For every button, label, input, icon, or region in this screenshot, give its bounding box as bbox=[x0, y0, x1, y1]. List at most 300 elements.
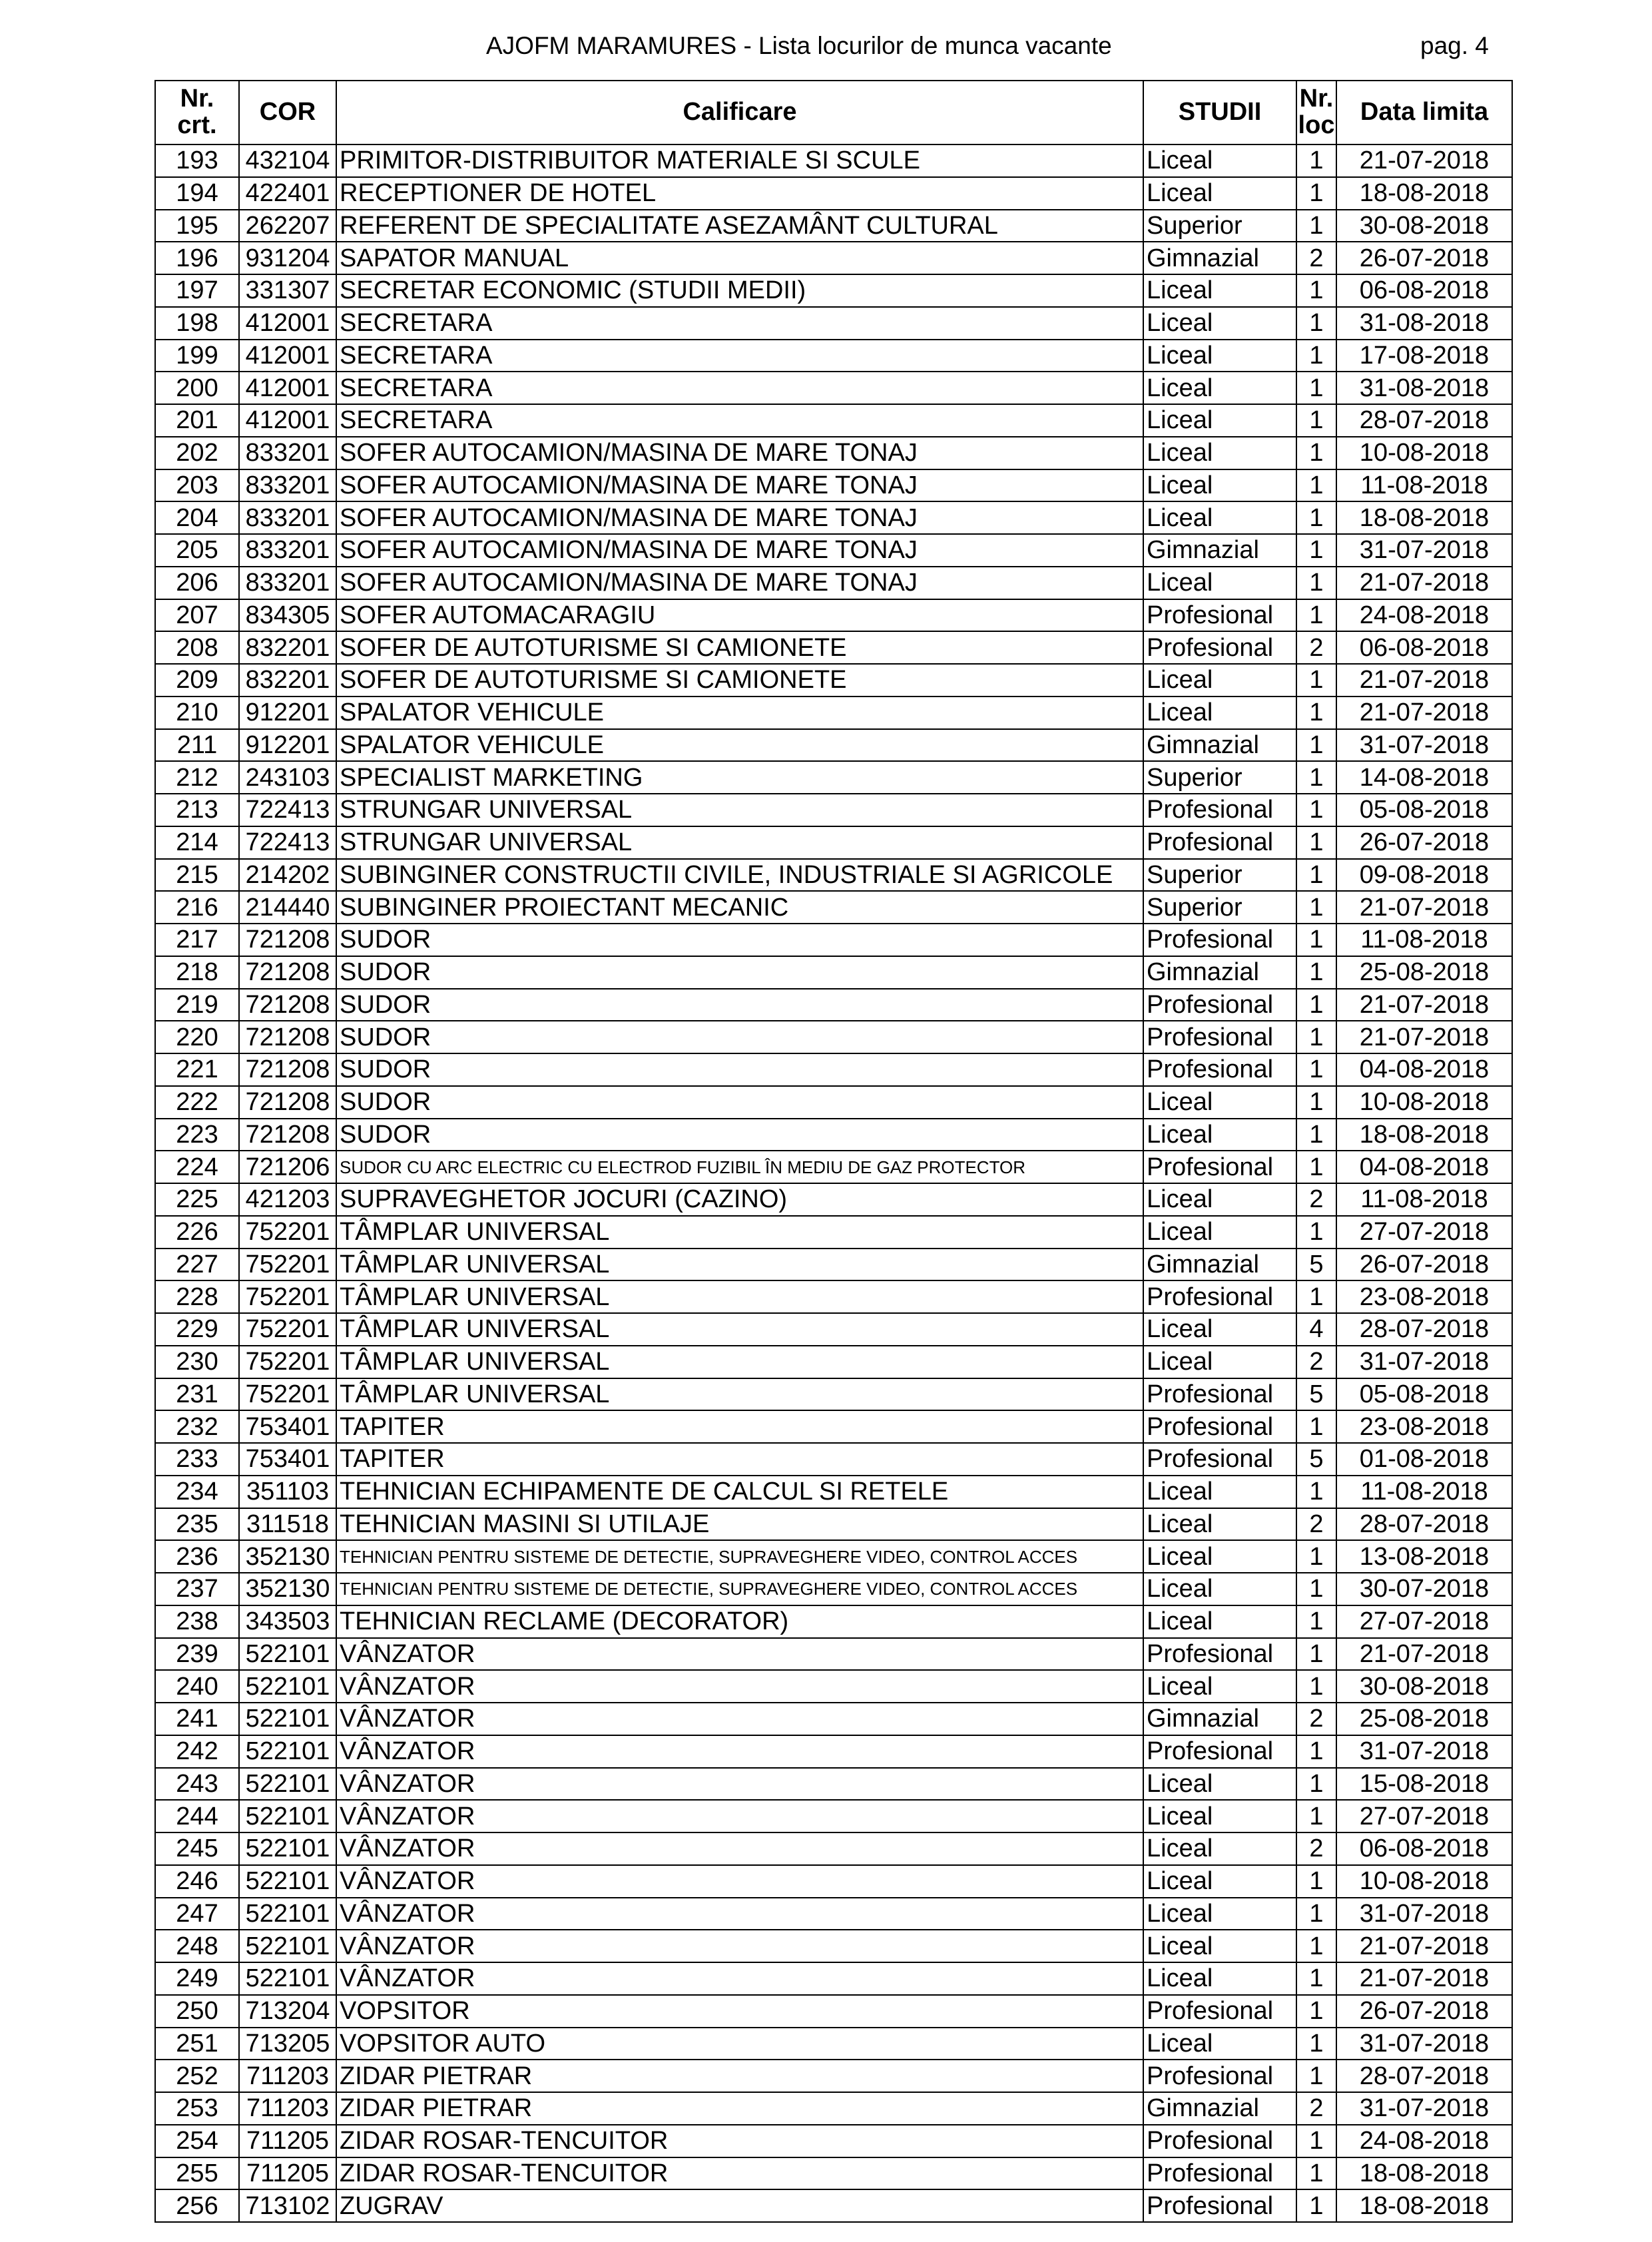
cell-data-limita: 06-08-2018 bbox=[1336, 631, 1512, 664]
table-row bbox=[155, 1151, 1512, 1183]
cell-data-limita: 04-08-2018 bbox=[1336, 1151, 1512, 1183]
cell-cor: 711203 bbox=[239, 2060, 336, 2092]
cell-data-limita: 28-07-2018 bbox=[1336, 1508, 1512, 1541]
table-body bbox=[155, 144, 1512, 2222]
cell-nr-crt: 198 bbox=[155, 307, 239, 340]
table-row bbox=[155, 1216, 1512, 1249]
cell-cor: 412001 bbox=[239, 307, 336, 340]
header-row bbox=[155, 81, 1512, 144]
cell-calificare: VÂNZATOR bbox=[336, 1735, 1143, 1768]
cell-studii: Liceal bbox=[1143, 2028, 1296, 2060]
cell-studii: Liceal bbox=[1143, 144, 1296, 177]
cell-calificare: VÂNZATOR bbox=[336, 1800, 1143, 1832]
cell-nr-crt: 232 bbox=[155, 1410, 239, 1443]
cell-studii: Gimnazial bbox=[1143, 1703, 1296, 1735]
cell-nr-crt: 247 bbox=[155, 1898, 239, 1930]
cell-data-limita: 23-08-2018 bbox=[1336, 1410, 1512, 1443]
table-row bbox=[155, 1053, 1512, 1086]
cell-nr-crt: 213 bbox=[155, 794, 239, 826]
vacancies-table bbox=[154, 80, 1513, 2223]
cell-data-limita: 31-07-2018 bbox=[1336, 1346, 1512, 1378]
cell-nr-loc: 1 bbox=[1296, 2189, 1336, 2222]
table-row bbox=[155, 2189, 1512, 2222]
cell-nr-loc: 1 bbox=[1296, 891, 1336, 924]
cell-calificare: STRUNGAR UNIVERSAL bbox=[336, 826, 1143, 859]
cell-studii: Superior bbox=[1143, 859, 1296, 892]
cell-nr-loc: 5 bbox=[1296, 1443, 1336, 1476]
cell-studii: Liceal bbox=[1143, 1216, 1296, 1249]
cell-cor: 833201 bbox=[239, 534, 336, 567]
cell-nr-loc: 1 bbox=[1296, 1605, 1336, 1638]
cell-nr-crt: 231 bbox=[155, 1378, 239, 1411]
cell-nr-loc: 1 bbox=[1296, 924, 1336, 956]
cell-calificare: SOFER AUTOCAMION/MASINA DE MARE TONAJ bbox=[336, 534, 1143, 567]
cell-nr-crt: 228 bbox=[155, 1280, 239, 1313]
cell-nr-crt: 195 bbox=[155, 210, 239, 242]
cell-studii: Liceal bbox=[1143, 1346, 1296, 1378]
cell-studii: Liceal bbox=[1143, 1865, 1296, 1898]
cell-calificare: SUDOR CU ARC ELECTRIC CU ELECTROD FUZIBIL ÎN MEDIU DE GAZ PROTECTOR bbox=[336, 1151, 1143, 1183]
cell-cor: 752201 bbox=[239, 1346, 336, 1378]
table-row bbox=[155, 1962, 1512, 1995]
table-row bbox=[155, 404, 1512, 437]
table-row bbox=[155, 1183, 1512, 1216]
cell-calificare: ZUGRAV bbox=[336, 2189, 1143, 2222]
cell-nr-crt: 202 bbox=[155, 437, 239, 469]
cell-nr-loc: 1 bbox=[1296, 1086, 1336, 1119]
table-row bbox=[155, 2092, 1512, 2125]
cell-data-limita: 14-08-2018 bbox=[1336, 761, 1512, 794]
cell-studii: Liceal bbox=[1143, 177, 1296, 210]
table-row bbox=[155, 1508, 1512, 1541]
cell-cor: 243103 bbox=[239, 761, 336, 794]
cell-nr-crt: 207 bbox=[155, 599, 239, 632]
cell-nr-crt: 233 bbox=[155, 1443, 239, 1476]
cell-nr-crt: 245 bbox=[155, 1832, 239, 1865]
cell-cor: 721208 bbox=[239, 1086, 336, 1119]
cell-calificare: ZIDAR PIETRAR bbox=[336, 2092, 1143, 2125]
cell-studii: Liceal bbox=[1143, 697, 1296, 729]
cell-cor: 722413 bbox=[239, 794, 336, 826]
cell-data-limita: 24-08-2018 bbox=[1336, 599, 1512, 632]
cell-nr-loc: 1 bbox=[1296, 1930, 1336, 1962]
cell-calificare: SPECIALIST MARKETING bbox=[336, 761, 1143, 794]
cell-studii: Superior bbox=[1143, 891, 1296, 924]
cell-nr-loc: 1 bbox=[1296, 274, 1336, 307]
cell-studii: Liceal bbox=[1143, 501, 1296, 534]
cell-nr-loc: 1 bbox=[1296, 437, 1336, 469]
cell-nr-crt: 208 bbox=[155, 631, 239, 664]
cell-nr-loc: 1 bbox=[1296, 340, 1336, 372]
cell-nr-loc: 1 bbox=[1296, 794, 1336, 826]
cell-data-limita: 10-08-2018 bbox=[1336, 437, 1512, 469]
table-row bbox=[155, 1865, 1512, 1898]
cell-cor: 833201 bbox=[239, 469, 336, 502]
cell-studii: Gimnazial bbox=[1143, 242, 1296, 274]
table-row bbox=[155, 1735, 1512, 1768]
cell-calificare: VÂNZATOR bbox=[336, 1638, 1143, 1671]
table-row bbox=[155, 469, 1512, 502]
cell-calificare: TEHNICIAN PENTRU SISTEME DE DETECTIE, SUPRAVEGHERE VIDEO, CONTROL ACCES bbox=[336, 1573, 1143, 1605]
cell-data-limita: 28-07-2018 bbox=[1336, 2060, 1512, 2092]
table-row bbox=[155, 1898, 1512, 1930]
cell-studii: Liceal bbox=[1143, 1800, 1296, 1832]
cell-calificare: TAPITER bbox=[336, 1410, 1143, 1443]
cell-cor: 753401 bbox=[239, 1410, 336, 1443]
cell-nr-loc: 1 bbox=[1296, 1540, 1336, 1573]
table-row bbox=[155, 1476, 1512, 1508]
cell-studii: Profesional bbox=[1143, 989, 1296, 1021]
cell-data-limita: 31-07-2018 bbox=[1336, 2028, 1512, 2060]
cell-calificare: TEHNICIAN RECLAME (DECORATOR) bbox=[336, 1605, 1143, 1638]
cell-nr-crt: 236 bbox=[155, 1540, 239, 1573]
cell-nr-loc: 2 bbox=[1296, 1346, 1336, 1378]
table-row bbox=[155, 794, 1512, 826]
cell-studii: Profesional bbox=[1143, 1638, 1296, 1671]
cell-nr-loc: 5 bbox=[1296, 1378, 1336, 1411]
cell-data-limita: 31-07-2018 bbox=[1336, 729, 1512, 762]
cell-calificare: TAPITER bbox=[336, 1443, 1143, 1476]
cell-calificare: ZIDAR PIETRAR bbox=[336, 2060, 1143, 2092]
cell-nr-crt: 219 bbox=[155, 989, 239, 1021]
cell-nr-crt: 222 bbox=[155, 1086, 239, 1119]
cell-studii: Liceal bbox=[1143, 1508, 1296, 1541]
cell-cor: 522101 bbox=[239, 1865, 336, 1898]
cell-data-limita: 30-08-2018 bbox=[1336, 1670, 1512, 1703]
cell-studii: Liceal bbox=[1143, 1605, 1296, 1638]
cell-cor: 351103 bbox=[239, 1476, 336, 1508]
cell-nr-loc: 2 bbox=[1296, 1508, 1336, 1541]
cell-nr-crt: 225 bbox=[155, 1183, 239, 1216]
cell-studii: Profesional bbox=[1143, 1053, 1296, 1086]
cell-nr-crt: 205 bbox=[155, 534, 239, 567]
table-row bbox=[155, 956, 1512, 989]
cell-cor: 432104 bbox=[239, 144, 336, 177]
cell-nr-loc: 1 bbox=[1296, 2157, 1336, 2190]
cell-nr-loc: 2 bbox=[1296, 1832, 1336, 1865]
cell-nr-crt: 229 bbox=[155, 1313, 239, 1346]
cell-studii: Profesional bbox=[1143, 826, 1296, 859]
header-nr-crt-line2: crt. bbox=[177, 111, 217, 139]
cell-studii: Profesional bbox=[1143, 794, 1296, 826]
cell-nr-loc: 1 bbox=[1296, 761, 1336, 794]
cell-nr-loc: 1 bbox=[1296, 501, 1336, 534]
cell-calificare: SOFER DE AUTOTURISME SI CAMIONETE bbox=[336, 631, 1143, 664]
cell-data-limita: 26-07-2018 bbox=[1336, 1249, 1512, 1281]
cell-cor: 421203 bbox=[239, 1183, 336, 1216]
cell-nr-crt: 211 bbox=[155, 729, 239, 762]
table-row bbox=[155, 144, 1512, 177]
table-row bbox=[155, 567, 1512, 599]
cell-studii: Profesional bbox=[1143, 2189, 1296, 2222]
cell-cor: 833201 bbox=[239, 501, 336, 534]
cell-calificare: SUDOR bbox=[336, 1086, 1143, 1119]
cell-nr-loc: 1 bbox=[1296, 1280, 1336, 1313]
cell-cor: 752201 bbox=[239, 1313, 336, 1346]
cell-cor: 331307 bbox=[239, 274, 336, 307]
cell-studii: Liceal bbox=[1143, 469, 1296, 502]
cell-cor: 752201 bbox=[239, 1280, 336, 1313]
cell-cor: 721208 bbox=[239, 1021, 336, 1053]
cell-data-limita: 05-08-2018 bbox=[1336, 1378, 1512, 1411]
cell-cor: 522101 bbox=[239, 1962, 336, 1995]
cell-nr-crt: 197 bbox=[155, 274, 239, 307]
cell-data-limita: 21-07-2018 bbox=[1336, 1021, 1512, 1053]
cell-nr-crt: 220 bbox=[155, 1021, 239, 1053]
cell-studii: Gimnazial bbox=[1143, 956, 1296, 989]
cell-cor: 412001 bbox=[239, 404, 336, 437]
table-row bbox=[155, 1638, 1512, 1671]
cell-studii: Gimnazial bbox=[1143, 1249, 1296, 1281]
cell-calificare: VÂNZATOR bbox=[336, 1768, 1143, 1801]
cell-nr-crt: 226 bbox=[155, 1216, 239, 1249]
cell-nr-crt: 234 bbox=[155, 1476, 239, 1508]
cell-cor: 721208 bbox=[239, 989, 336, 1021]
cell-cor: 832201 bbox=[239, 664, 336, 697]
cell-data-limita: 01-08-2018 bbox=[1336, 1443, 1512, 1476]
cell-data-limita: 21-07-2018 bbox=[1336, 144, 1512, 177]
cell-data-limita: 21-07-2018 bbox=[1336, 1638, 1512, 1671]
table-row bbox=[155, 761, 1512, 794]
cell-data-limita: 10-08-2018 bbox=[1336, 1865, 1512, 1898]
cell-calificare: SOFER DE AUTOTURISME SI CAMIONETE bbox=[336, 664, 1143, 697]
table-row bbox=[155, 340, 1512, 372]
cell-nr-crt: 218 bbox=[155, 956, 239, 989]
header-data-limita: Data limita bbox=[1336, 81, 1512, 144]
cell-cor: 352130 bbox=[239, 1573, 336, 1605]
cell-calificare: VÂNZATOR bbox=[336, 1832, 1143, 1865]
cell-cor: 912201 bbox=[239, 729, 336, 762]
table-row bbox=[155, 2028, 1512, 2060]
cell-studii: Profesional bbox=[1143, 1151, 1296, 1183]
cell-nr-crt: 209 bbox=[155, 664, 239, 697]
cell-nr-loc: 1 bbox=[1296, 859, 1336, 892]
cell-cor: 722413 bbox=[239, 826, 336, 859]
cell-studii: Profesional bbox=[1143, 599, 1296, 632]
cell-cor: 753401 bbox=[239, 1443, 336, 1476]
cell-nr-loc: 1 bbox=[1296, 1119, 1336, 1151]
cell-data-limita: 18-08-2018 bbox=[1336, 1119, 1512, 1151]
cell-nr-loc: 1 bbox=[1296, 664, 1336, 697]
cell-calificare: SECRETARA bbox=[336, 307, 1143, 340]
cell-studii: Profesional bbox=[1143, 924, 1296, 956]
table-row bbox=[155, 2157, 1512, 2190]
cell-data-limita: 31-08-2018 bbox=[1336, 307, 1512, 340]
table-row bbox=[155, 1930, 1512, 1962]
cell-nr-loc: 1 bbox=[1296, 469, 1336, 502]
cell-studii: Liceal bbox=[1143, 1898, 1296, 1930]
cell-cor: 522101 bbox=[239, 1703, 336, 1735]
cell-calificare: RECEPTIONER DE HOTEL bbox=[336, 177, 1143, 210]
cell-nr-loc: 2 bbox=[1296, 1703, 1336, 1735]
cell-studii: Liceal bbox=[1143, 1119, 1296, 1151]
cell-data-limita: 13-08-2018 bbox=[1336, 1540, 1512, 1573]
cell-nr-loc: 1 bbox=[1296, 1216, 1336, 1249]
cell-data-limita: 25-08-2018 bbox=[1336, 1703, 1512, 1735]
cell-cor: 711203 bbox=[239, 2092, 336, 2125]
cell-nr-crt: 235 bbox=[155, 1508, 239, 1541]
cell-calificare: SAPATOR MANUAL bbox=[336, 242, 1143, 274]
cell-nr-crt: 203 bbox=[155, 469, 239, 502]
cell-nr-crt: 215 bbox=[155, 859, 239, 892]
table-row bbox=[155, 891, 1512, 924]
cell-nr-loc: 1 bbox=[1296, 697, 1336, 729]
cell-cor: 713204 bbox=[239, 1995, 336, 2028]
cell-cor: 931204 bbox=[239, 242, 336, 274]
cell-data-limita: 11-08-2018 bbox=[1336, 1476, 1512, 1508]
cell-cor: 713102 bbox=[239, 2189, 336, 2222]
cell-cor: 721208 bbox=[239, 1119, 336, 1151]
cell-calificare: SECRETARA bbox=[336, 404, 1143, 437]
cell-nr-crt: 230 bbox=[155, 1346, 239, 1378]
cell-studii: Liceal bbox=[1143, 340, 1296, 372]
cell-nr-loc: 1 bbox=[1296, 1995, 1336, 2028]
cell-studii: Liceal bbox=[1143, 1573, 1296, 1605]
cell-nr-loc: 1 bbox=[1296, 534, 1336, 567]
cell-nr-crt: 227 bbox=[155, 1249, 239, 1281]
cell-calificare: TÂMPLAR UNIVERSAL bbox=[336, 1280, 1143, 1313]
table-row bbox=[155, 1605, 1512, 1638]
cell-data-limita: 26-07-2018 bbox=[1336, 242, 1512, 274]
cell-calificare: VÂNZATOR bbox=[336, 1962, 1143, 1995]
table-row bbox=[155, 1249, 1512, 1281]
cell-data-limita: 17-08-2018 bbox=[1336, 340, 1512, 372]
cell-data-limita: 31-07-2018 bbox=[1336, 534, 1512, 567]
cell-calificare: SPALATOR VEHICULE bbox=[336, 697, 1143, 729]
cell-studii: Profesional bbox=[1143, 1735, 1296, 1768]
cell-nr-loc: 1 bbox=[1296, 372, 1336, 404]
cell-studii: Liceal bbox=[1143, 664, 1296, 697]
header-cor: COR bbox=[239, 81, 336, 144]
cell-data-limita: 31-07-2018 bbox=[1336, 1898, 1512, 1930]
cell-data-limita: 18-08-2018 bbox=[1336, 501, 1512, 534]
cell-nr-crt: 239 bbox=[155, 1638, 239, 1671]
cell-cor: 833201 bbox=[239, 437, 336, 469]
cell-nr-loc: 1 bbox=[1296, 1410, 1336, 1443]
cell-nr-loc: 1 bbox=[1296, 2060, 1336, 2092]
cell-nr-crt: 252 bbox=[155, 2060, 239, 2092]
table-row bbox=[155, 1378, 1512, 1411]
cell-data-limita: 11-08-2018 bbox=[1336, 924, 1512, 956]
cell-data-limita: 21-07-2018 bbox=[1336, 567, 1512, 599]
header-nr-crt-line1: Nr. bbox=[180, 85, 214, 113]
cell-nr-crt: 214 bbox=[155, 826, 239, 859]
cell-calificare: TEHNICIAN PENTRU SISTEME DE DETECTIE, SUPRAVEGHERE VIDEO, CONTROL ACCES bbox=[336, 1540, 1143, 1573]
cell-nr-crt: 206 bbox=[155, 567, 239, 599]
cell-nr-crt: 237 bbox=[155, 1573, 239, 1605]
cell-cor: 721208 bbox=[239, 1053, 336, 1086]
cell-data-limita: 21-07-2018 bbox=[1336, 664, 1512, 697]
cell-studii: Liceal bbox=[1143, 1313, 1296, 1346]
cell-nr-loc: 1 bbox=[1296, 1053, 1336, 1086]
cell-studii: Profesional bbox=[1143, 1410, 1296, 1443]
cell-cor: 752201 bbox=[239, 1249, 336, 1281]
cell-calificare: TÂMPLAR UNIVERSAL bbox=[336, 1346, 1143, 1378]
cell-data-limita: 28-07-2018 bbox=[1336, 404, 1512, 437]
table-row bbox=[155, 1832, 1512, 1865]
cell-cor: 343503 bbox=[239, 1605, 336, 1638]
cell-nr-crt: 223 bbox=[155, 1119, 239, 1151]
cell-nr-loc: 4 bbox=[1296, 1313, 1336, 1346]
cell-calificare: SECRETAR ECONOMIC (STUDII MEDII) bbox=[336, 274, 1143, 307]
table-row bbox=[155, 859, 1512, 892]
cell-calificare: SPALATOR VEHICULE bbox=[336, 729, 1143, 762]
table-row bbox=[155, 1313, 1512, 1346]
table-row bbox=[155, 2060, 1512, 2092]
cell-nr-loc: 1 bbox=[1296, 1962, 1336, 1995]
cell-data-limita: 10-08-2018 bbox=[1336, 1086, 1512, 1119]
cell-nr-crt: 246 bbox=[155, 1865, 239, 1898]
cell-studii: Liceal bbox=[1143, 1670, 1296, 1703]
cell-studii: Liceal bbox=[1143, 274, 1296, 307]
cell-calificare: SECRETARA bbox=[336, 372, 1143, 404]
cell-cor: 522101 bbox=[239, 1670, 336, 1703]
cell-data-limita: 26-07-2018 bbox=[1336, 1995, 1512, 2028]
cell-calificare: VÂNZATOR bbox=[336, 1703, 1143, 1735]
table-row bbox=[155, 1800, 1512, 1832]
cell-data-limita: 27-07-2018 bbox=[1336, 1216, 1512, 1249]
cell-nr-loc: 1 bbox=[1296, 144, 1336, 177]
cell-calificare: SECRETARA bbox=[336, 340, 1143, 372]
cell-cor: 912201 bbox=[239, 697, 336, 729]
cell-cor: 214202 bbox=[239, 859, 336, 892]
cell-nr-crt: 204 bbox=[155, 501, 239, 534]
cell-cor: 422401 bbox=[239, 177, 336, 210]
table-row bbox=[155, 1768, 1512, 1801]
table-row bbox=[155, 1573, 1512, 1605]
cell-studii: Liceal bbox=[1143, 404, 1296, 437]
cell-nr-loc: 1 bbox=[1296, 1735, 1336, 1768]
cell-nr-crt: 212 bbox=[155, 761, 239, 794]
cell-cor: 713205 bbox=[239, 2028, 336, 2060]
cell-calificare: SOFER AUTOCAMION/MASINA DE MARE TONAJ bbox=[336, 501, 1143, 534]
cell-data-limita: 25-08-2018 bbox=[1336, 956, 1512, 989]
table-row bbox=[155, 2125, 1512, 2157]
cell-calificare: SOFER AUTOCAMION/MASINA DE MARE TONAJ bbox=[336, 469, 1143, 502]
cell-data-limita: 30-08-2018 bbox=[1336, 210, 1512, 242]
cell-nr-crt: 221 bbox=[155, 1053, 239, 1086]
cell-data-limita: 26-07-2018 bbox=[1336, 826, 1512, 859]
cell-nr-crt: 243 bbox=[155, 1768, 239, 1801]
cell-nr-loc: 1 bbox=[1296, 956, 1336, 989]
header-studii: STUDII bbox=[1143, 81, 1296, 144]
cell-cor: 833201 bbox=[239, 567, 336, 599]
table-row bbox=[155, 1346, 1512, 1378]
cell-calificare: VOPSITOR bbox=[336, 1995, 1143, 2028]
cell-cor: 522101 bbox=[239, 1735, 336, 1768]
cell-nr-crt: 194 bbox=[155, 177, 239, 210]
cell-calificare: SUDOR bbox=[336, 989, 1143, 1021]
cell-studii: Liceal bbox=[1143, 1476, 1296, 1508]
cell-nr-crt: 249 bbox=[155, 1962, 239, 1995]
page-number: pag. 4 bbox=[1420, 32, 1489, 59]
cell-studii: Gimnazial bbox=[1143, 2092, 1296, 2125]
table-row bbox=[155, 274, 1512, 307]
cell-nr-crt: 241 bbox=[155, 1703, 239, 1735]
cell-studii: Liceal bbox=[1143, 1540, 1296, 1573]
cell-nr-loc: 2 bbox=[1296, 242, 1336, 274]
page-title: AJOFM MARAMURES - Lista locurilor de munca vacante bbox=[486, 32, 1112, 59]
cell-nr-crt: 256 bbox=[155, 2189, 239, 2222]
cell-calificare: TÂMPLAR UNIVERSAL bbox=[336, 1378, 1143, 1411]
cell-nr-loc: 1 bbox=[1296, 210, 1336, 242]
cell-nr-loc: 1 bbox=[1296, 1476, 1336, 1508]
cell-cor: 721208 bbox=[239, 956, 336, 989]
header-nr-crt bbox=[155, 81, 239, 144]
cell-studii: Liceal bbox=[1143, 1768, 1296, 1801]
cell-calificare: SOFER AUTOCAMION/MASINA DE MARE TONAJ bbox=[336, 437, 1143, 469]
table-row bbox=[155, 1995, 1512, 2028]
